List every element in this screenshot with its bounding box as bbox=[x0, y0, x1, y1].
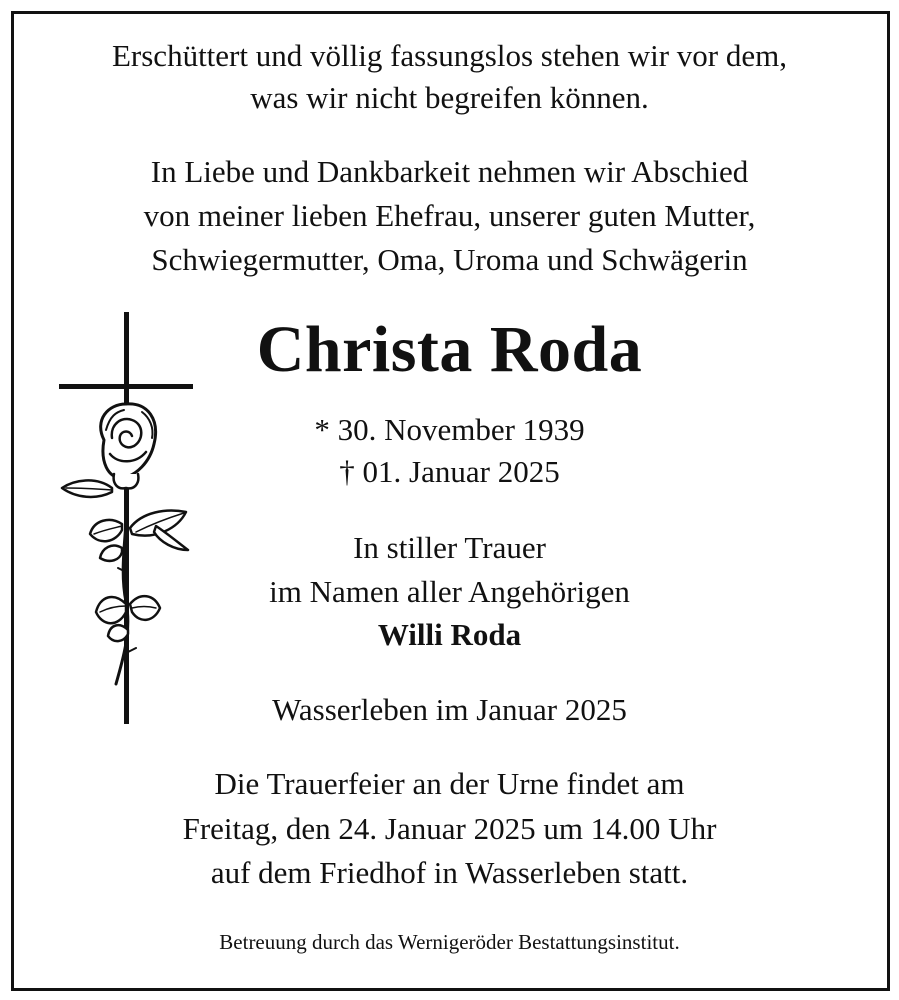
farewell-line-1: In Liebe und Dankbarkeit nehmen wir Abschied bbox=[150, 154, 749, 189]
farewell-line-3: Schwiegermutter, Oma, Uroma und Schwägerin bbox=[151, 242, 748, 277]
ceremony-line-2: Freitag, den 24. Januar 2025 um 14.00 Uhr bbox=[182, 811, 717, 846]
ceremony-line-3: auf dem Friedhof in Wasserleben statt. bbox=[210, 855, 689, 890]
birth-date: * 30. November 1939 bbox=[314, 412, 585, 447]
mourners-line-1: In stiller Trauer bbox=[353, 530, 546, 565]
death-date: † 01. Januar 2025 bbox=[339, 454, 560, 489]
mourners-line-2: im Namen aller Angehörigen bbox=[269, 574, 630, 609]
place-date: Wasserleben im Januar 2025 bbox=[272, 692, 627, 727]
intro-line-2: was wir nicht begreifen können. bbox=[250, 80, 649, 115]
rose-icon bbox=[62, 404, 188, 684]
deceased-name: Christa Roda bbox=[256, 313, 643, 386]
mourner-name: Willi Roda bbox=[377, 617, 522, 652]
footer-note: Betreuung durch das Wernigeröder Bestattungsinstitut. bbox=[219, 930, 680, 954]
farewell-line-2: von meiner lieben Ehefrau, unserer guten Mutter, bbox=[143, 198, 756, 233]
intro-line-1: Erschüttert und völlig fassungslos stehen wir vor dem, bbox=[111, 38, 787, 73]
cross-with-rose-icon bbox=[56, 312, 196, 726]
ceremony-line-1: Die Trauerfeier an der Urne findet am bbox=[214, 766, 685, 801]
cross-horizontal-beam bbox=[59, 384, 193, 389]
